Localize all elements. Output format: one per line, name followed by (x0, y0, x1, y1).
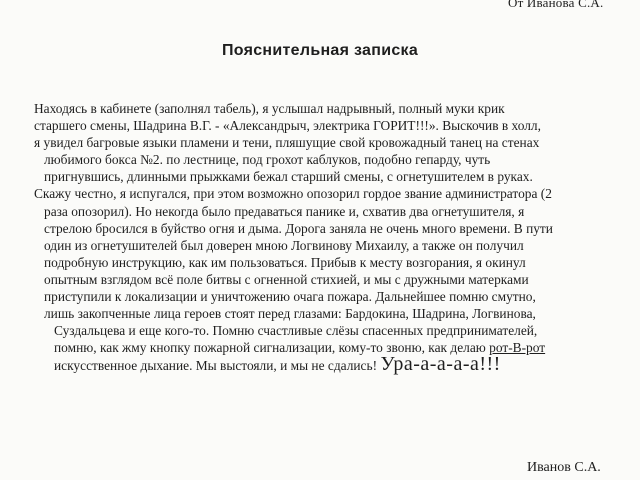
body-line: раза опозорил). Но некогда было предаваться панике и, схватив два огнетушителя, я (44, 203, 525, 219)
closing-line (34, 353, 634, 376)
body-line: я увидел багровые языки пламени и тени, пляшущие свой кровожадный танец на стенах (34, 135, 540, 151)
body-line: старшего смены, Шадрина В.Г. - «Александрыч, электрика ГОРИТ!!!». Выскочив в холл, (34, 118, 541, 134)
exclamation: Ура-а-а-а-а!!! (380, 353, 501, 376)
body-line: лишь закопченные лица героев стоят перед глазами: Бардокина, Шадрина, Логвинова, (44, 306, 536, 322)
body-line: один из огнетушителей был доверен мною Логвинову Михаилу, а также он получил (44, 237, 524, 253)
from-line: От Иванова С.А. (508, 0, 604, 10)
body-line: стрелою бросился в буйство огня и дыма. Дорога заняла не очень много времени. В пути (44, 220, 553, 236)
body-line: приступили к локализации и уничтожению очага пожара. Дальнейшее помню смутно, (44, 289, 536, 305)
signature: Иванов С.А. (527, 460, 601, 475)
body-line: любимого бокса №2. по лестнице, под грохот каблуков, подобно гепарду, чуть (44, 152, 491, 168)
body-line: Суздальцева и еще кого-то. Помню счастливые слёзы спасенных предпринимателей, (54, 323, 538, 339)
closing-text: искусственное дыхание. Мы выстояли, и мы не сдались! (54, 358, 378, 374)
body-line: Скажу честно, я испугался, при этом возможно опозорил гордое звание администратора (2 (34, 186, 552, 202)
body-line: пригнувшись, длинными прыжками бежал старший смены, с огнетушителем в руках. (44, 169, 533, 185)
body-line: опытным взглядом всё поле битвы с огненной стихией, и мы с дружными матерками (44, 271, 529, 287)
body-line (34, 339, 634, 356)
body-line: подробную инструкцию, как им пользоваться. Прибыв к месту возгорания, я окинул (44, 254, 526, 270)
document-body (34, 100, 634, 375)
document-title: Пояснительная записка (221, 42, 419, 59)
underlined-phrase: рот-В-рот (489, 340, 546, 356)
body-line-text: помню, как жму кнопку пожарной сигнализации, кому-то звоню, как делаю (54, 340, 486, 356)
body-line: Находясь в кабинете (заполнял табель), я услышал надрывный, полный муки крик (34, 101, 505, 116)
